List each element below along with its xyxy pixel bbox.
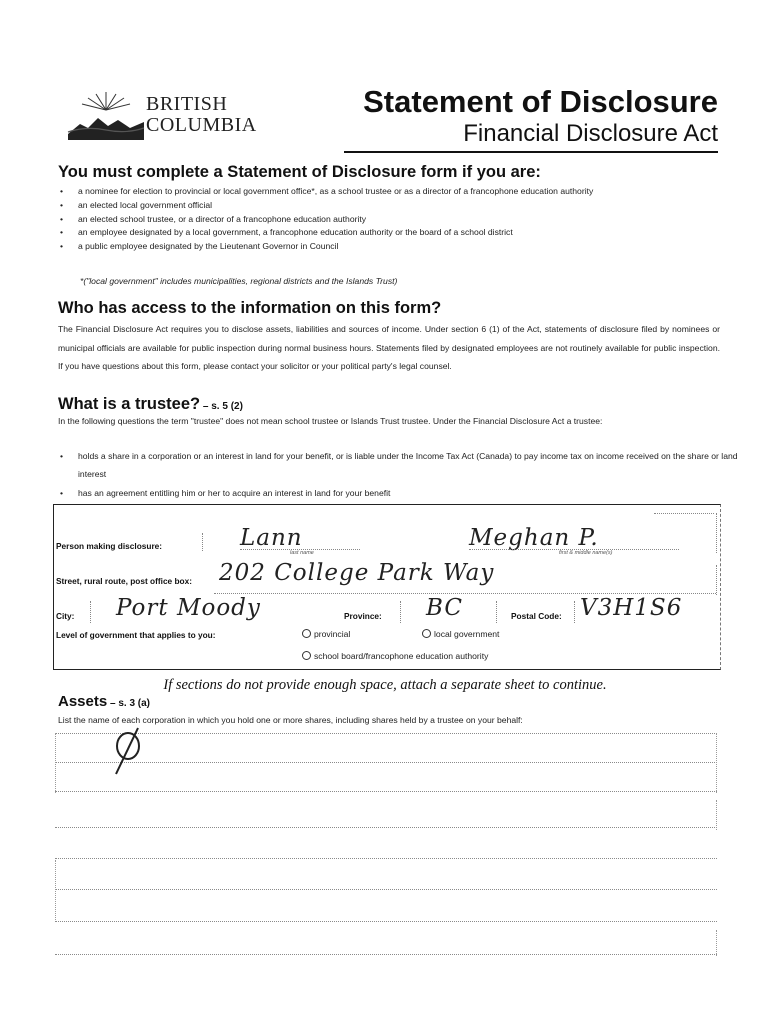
field-divider [716, 733, 717, 793]
city-label: City: [56, 611, 75, 621]
field-divider [90, 601, 91, 623]
assets-instruction: List the name of each corporation in which you hold one or more shares, including shares held by a trustee on your behalf: [58, 715, 523, 725]
postal-code-label: Postal Code: [511, 611, 562, 621]
option-local-government[interactable] [422, 629, 499, 639]
trustee-intro: In the following questions the term "trustee" does not mean school trustee or Islands Trust trustee. Under the Financial Disclosure Act a trustee: [58, 416, 603, 426]
option-label: provincial [314, 629, 351, 639]
local-government-note: *("local government" includes municipalities, regional districts and the Islands Trust) [80, 276, 398, 286]
level-label: Level of government that applies to you: [56, 630, 216, 640]
answer-line[interactable] [55, 762, 717, 763]
field-divider [716, 800, 717, 830]
field-divider [202, 533, 203, 551]
logo-line-2: COLUMBIA [146, 114, 257, 136]
field-divider [716, 565, 717, 595]
option-provincial[interactable] [302, 629, 350, 639]
answer-line[interactable] [55, 791, 717, 792]
city-field[interactable]: Port Moody [116, 595, 261, 621]
street-field[interactable]: 202 College Park Way [219, 560, 495, 586]
trustee-heading-text: What is a trustee? [58, 395, 201, 413]
answer-line[interactable] [55, 889, 717, 890]
eligibility-list [58, 185, 738, 254]
field-divider [716, 930, 717, 956]
option-school-board[interactable] [302, 651, 488, 661]
option-label: school board/francophone education authority [314, 651, 489, 661]
document-subtitle: Financial Disclosure Act [463, 120, 718, 147]
assets-section-ref: – s. 3 (a) [107, 698, 151, 709]
assets-heading-text: Assets [58, 693, 108, 710]
personal-details-form [53, 504, 721, 670]
answer-line[interactable] [55, 858, 717, 859]
radio-icon[interactable] [422, 629, 431, 638]
street-label: Street, rural route, post office box: [56, 576, 192, 586]
list-item: • holds a share in a corporation or an interest in land for your benefit, or is liable under the Income Tax Act (Canada) to pay income tax on income received on the share or land interest [58, 447, 738, 483]
null-symbol-icon [108, 726, 148, 776]
last-name-field[interactable]: Lann [240, 525, 303, 551]
first-name-hint: first & middle name(s) [559, 550, 613, 556]
field-divider [400, 601, 401, 623]
field-divider [496, 601, 497, 623]
trustee-section-ref: – s. 5 (2) [200, 401, 243, 412]
radio-icon[interactable] [302, 629, 311, 638]
field-divider [574, 601, 575, 623]
list-item: • an elected school trustee, or a director of a francophone education authority [58, 213, 738, 225]
logo-line-1: BRITISH [146, 93, 228, 115]
answer-line[interactable] [55, 921, 717, 922]
access-paragraph: The Financial Disclosure Act requires you to disclose assets, liabilities and sources of income. Under section 6 (1) of the Act, statements of disclosure filed by nominees or municipal officials are available for public inspection during normal business hours. Statements filed by designated employees are not routinely available for public inspection. If you have questions about this form, please contact your solicitor or your political party's legal counsel. [58, 324, 720, 372]
field-underline [654, 513, 714, 514]
document-title: Statement of Disclosure [363, 84, 718, 119]
last-name-hint: last name [290, 550, 314, 556]
radio-icon[interactable] [302, 651, 311, 660]
list-item: • a nominee for election to provincial or local government office*, as a school trustee or as a director of a francophone education authority [58, 185, 738, 197]
section-heading-access: Who has access to the information on this form? [58, 299, 442, 317]
answer-line[interactable] [55, 827, 717, 828]
bc-sun-mountain-icon [66, 88, 146, 144]
bc-logo [66, 88, 266, 144]
list-item: • an employee designated by a local government, a francophone education authority or the board of a school district [58, 226, 738, 238]
list-item: • an elected local government official [58, 199, 738, 211]
title-divider [344, 151, 718, 153]
answer-line[interactable] [55, 733, 717, 734]
person-label: Person making disclosure: [56, 541, 163, 551]
section-heading-trustee [58, 395, 243, 414]
first-name-field[interactable]: Meghan P. [469, 525, 599, 551]
postal-code-field[interactable]: V3H1S6 [580, 595, 683, 621]
field-divider [716, 513, 717, 553]
province-label: Province: [344, 611, 382, 621]
document-title-block [363, 84, 718, 148]
list-item: • a public employee designated by the Lieutenant Governor in Council [58, 240, 738, 252]
field-divider [55, 860, 56, 920]
option-label: local government [434, 629, 500, 639]
section-heading-who-must-complete: You must complete a Statement of Disclosure form if you are: [58, 163, 541, 181]
answer-line[interactable] [55, 954, 717, 955]
assets-heading [58, 693, 150, 710]
field-divider [55, 733, 56, 793]
trustee-list [58, 447, 738, 504]
list-item: • has an agreement entitling him or her to acquire an interest in land for your benefit [58, 484, 738, 502]
street-underline [214, 593, 716, 594]
province-field[interactable]: BC [426, 595, 463, 621]
continue-note: If sections do not provide enough space, attach a separate sheet to continue. [163, 677, 607, 693]
